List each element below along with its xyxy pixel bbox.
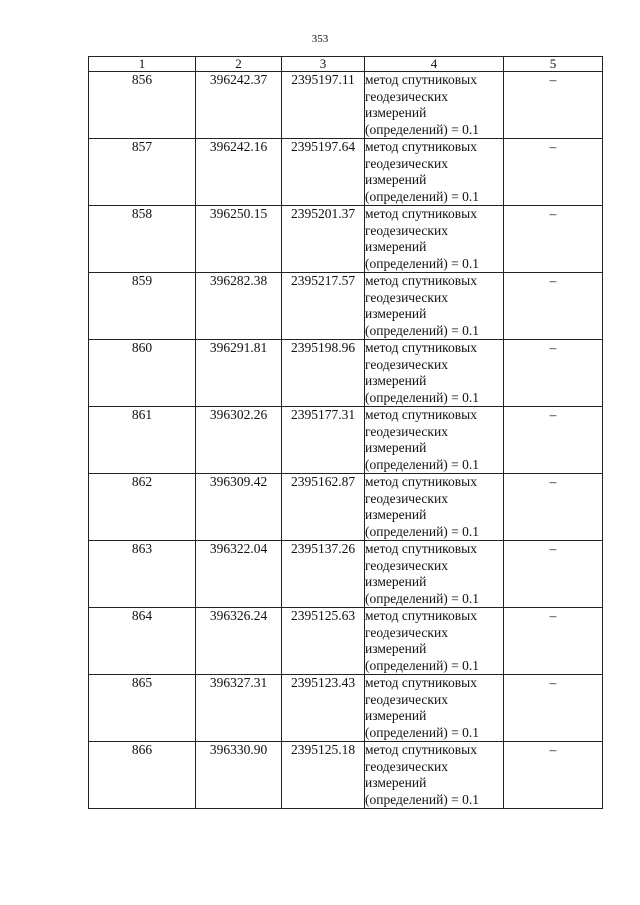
method-cell: метод спутниковых геодезических измерений (определений) = 0.1 — [365, 675, 504, 742]
point-number-cell: 864 — [89, 608, 196, 675]
note-cell: – — [504, 407, 603, 474]
table-row — [89, 675, 603, 742]
x-coordinate-cell: 396282.38 — [196, 273, 282, 340]
note-cell: – — [504, 474, 603, 541]
note-cell: – — [504, 340, 603, 407]
method-cell: метод спутниковых геодезических измерений (определений) = 0.1 — [365, 340, 504, 407]
note-cell: – — [504, 206, 603, 273]
method-cell: метод спутниковых геодезических измерений (определений) = 0.1 — [365, 206, 504, 273]
method-cell: метод спутниковых геодезических измерений (определений) = 0.1 — [365, 608, 504, 675]
table-row — [89, 273, 603, 340]
note-cell: – — [504, 139, 603, 206]
x-coordinate-cell: 396330.90 — [196, 742, 282, 809]
x-coordinate-cell: 396242.37 — [196, 72, 282, 139]
column-header-4: 4 — [365, 57, 504, 72]
point-number-cell: 860 — [89, 340, 196, 407]
y-coordinate-cell: 2395177.31 — [282, 407, 365, 474]
x-coordinate-cell: 396322.04 — [196, 541, 282, 608]
table-row — [89, 407, 603, 474]
point-number-cell: 857 — [89, 139, 196, 206]
table-row — [89, 474, 603, 541]
table-row — [89, 742, 603, 809]
method-cell: метод спутниковых геодезических измерений (определений) = 0.1 — [365, 407, 504, 474]
table-row — [89, 139, 603, 206]
method-cell: метод спутниковых геодезических измерений (определений) = 0.1 — [365, 742, 504, 809]
point-number-cell: 861 — [89, 407, 196, 474]
coordinates-table — [88, 56, 603, 809]
column-header-2: 2 — [196, 57, 282, 72]
column-header-3: 3 — [282, 57, 365, 72]
note-cell: – — [504, 742, 603, 809]
note-cell: – — [504, 608, 603, 675]
y-coordinate-cell: 2395125.18 — [282, 742, 365, 809]
table-row — [89, 206, 603, 273]
table-row — [89, 541, 603, 608]
point-number-cell: 862 — [89, 474, 196, 541]
note-cell: – — [504, 541, 603, 608]
note-cell: – — [504, 675, 603, 742]
y-coordinate-cell: 2395162.87 — [282, 474, 365, 541]
y-coordinate-cell: 2395137.26 — [282, 541, 365, 608]
y-coordinate-cell: 2395125.63 — [282, 608, 365, 675]
table-row — [89, 340, 603, 407]
point-number-cell: 856 — [89, 72, 196, 139]
y-coordinate-cell: 2395197.11 — [282, 72, 365, 139]
table-row — [89, 608, 603, 675]
x-coordinate-cell: 396291.81 — [196, 340, 282, 407]
x-coordinate-cell: 396250.15 — [196, 206, 282, 273]
point-number-cell: 859 — [89, 273, 196, 340]
method-cell: метод спутниковых геодезических измерений (определений) = 0.1 — [365, 139, 504, 206]
x-coordinate-cell: 396326.24 — [196, 608, 282, 675]
note-cell: – — [504, 72, 603, 139]
y-coordinate-cell: 2395217.57 — [282, 273, 365, 340]
point-number-cell: 863 — [89, 541, 196, 608]
method-cell: метод спутниковых геодезических измерений (определений) = 0.1 — [365, 541, 504, 608]
y-coordinate-cell: 2395197.64 — [282, 139, 365, 206]
table-header-row — [89, 57, 603, 72]
note-cell: – — [504, 273, 603, 340]
x-coordinate-cell: 396302.26 — [196, 407, 282, 474]
y-coordinate-cell: 2395198.96 — [282, 340, 365, 407]
point-number-cell: 866 — [89, 742, 196, 809]
page-number: 353 — [311, 33, 329, 45]
table-row — [89, 72, 603, 139]
column-header-5: 5 — [504, 57, 603, 72]
table-body — [89, 72, 603, 809]
method-cell: метод спутниковых геодезических измерений (определений) = 0.1 — [365, 273, 504, 340]
x-coordinate-cell: 396327.31 — [196, 675, 282, 742]
x-coordinate-cell: 396242.16 — [196, 139, 282, 206]
method-cell: метод спутниковых геодезических измерений (определений) = 0.1 — [365, 72, 504, 139]
y-coordinate-cell: 2395201.37 — [282, 206, 365, 273]
point-number-cell: 865 — [89, 675, 196, 742]
column-header-1: 1 — [89, 57, 196, 72]
y-coordinate-cell: 2395123.43 — [282, 675, 365, 742]
method-cell: метод спутниковых геодезических измерений (определений) = 0.1 — [365, 474, 504, 541]
point-number-cell: 858 — [89, 206, 196, 273]
x-coordinate-cell: 396309.42 — [196, 474, 282, 541]
